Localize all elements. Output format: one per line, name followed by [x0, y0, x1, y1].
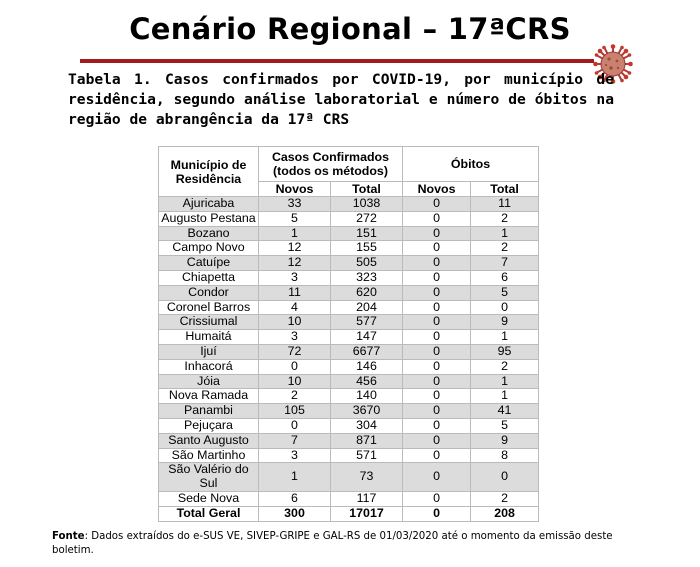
table-row [159, 211, 539, 226]
table-row [159, 491, 539, 506]
header-casos-novos: Novos [258, 182, 330, 197]
table-row [159, 418, 539, 433]
cell-obitos-total: 1 [471, 226, 539, 241]
table-row [159, 241, 539, 256]
table-row [159, 448, 539, 463]
cell-casos-novos: 7 [258, 433, 330, 448]
table-row [159, 197, 539, 212]
cell-municipio: Chiapetta [159, 270, 259, 285]
cell-obitos-total: 41 [471, 404, 539, 419]
cell-casos-novos: 6 [258, 491, 330, 506]
cell-obitos-total: 9 [471, 433, 539, 448]
cell-casos-novos: 72 [258, 344, 330, 359]
table-row [159, 256, 539, 271]
footnote-text: : Dados extraídos do e-SUS VE, SIVEP-GRIPE e GAL-RS de 01/03/2020 até o momento da emissão deste boletim. [52, 531, 613, 556]
cell-casos-total: 505 [331, 256, 403, 271]
cell-casos-total: 6677 [331, 344, 403, 359]
cell-casos-novos: 5 [258, 211, 330, 226]
cell-municipio: Nova Ramada [159, 389, 259, 404]
cell-casos-total: 620 [331, 285, 403, 300]
cell-casos-total: 155 [331, 241, 403, 256]
table-row [159, 344, 539, 359]
cell-municipio: Pejuçara [159, 418, 259, 433]
cell-casos-total: 304 [331, 418, 403, 433]
cell-total-casos-total: 17017 [331, 506, 403, 521]
cell-casos-total: 3670 [331, 404, 403, 419]
cell-obitos-novos: 0 [402, 463, 470, 492]
title-underline [80, 59, 594, 63]
cell-obitos-novos: 0 [402, 418, 470, 433]
cell-municipio: Sede Nova [159, 491, 259, 506]
cell-municipio: Catuípe [159, 256, 259, 271]
cell-casos-novos: 11 [258, 285, 330, 300]
page-title: Cenário Regional – 17ªCRS [129, 12, 571, 46]
cell-casos-novos: 4 [258, 300, 330, 315]
cell-casos-novos: 10 [258, 374, 330, 389]
cell-casos-novos: 1 [258, 226, 330, 241]
cell-obitos-novos: 0 [402, 285, 470, 300]
cell-casos-novos: 2 [258, 389, 330, 404]
cell-total-casos-novos: 300 [258, 506, 330, 521]
cell-obitos-total: 1 [471, 330, 539, 345]
cell-obitos-novos: 0 [402, 256, 470, 271]
footnote-label: Fonte [52, 531, 85, 542]
cell-obitos-total: 2 [471, 211, 539, 226]
cell-casos-novos: 3 [258, 448, 330, 463]
header-casos-confirmados: Casos Confirmados (todos os métodos) [258, 147, 402, 182]
cell-municipio: Campo Novo [159, 241, 259, 256]
cell-casos-novos: 1 [258, 463, 330, 492]
table-row [159, 330, 539, 345]
cell-municipio: Augusto Pestana [159, 211, 259, 226]
table-caption: Tabela 1. Casos confirmados por COVID-19, por município de residência, segundo análise laboratorial e número de óbitos na região de abrangência da 17ª CRS [68, 71, 614, 128]
cell-casos-total: 204 [331, 300, 403, 315]
cell-casos-novos: 10 [258, 315, 330, 330]
cell-obitos-novos: 0 [402, 404, 470, 419]
cell-casos-total: 571 [331, 448, 403, 463]
cell-obitos-total: 2 [471, 241, 539, 256]
cell-obitos-novos: 0 [402, 226, 470, 241]
cell-municipio: Panambi [159, 404, 259, 419]
cell-casos-total: 456 [331, 374, 403, 389]
cell-obitos-novos: 0 [402, 433, 470, 448]
cell-casos-total: 151 [331, 226, 403, 241]
cell-casos-total: 117 [331, 491, 403, 506]
header-obitos-total: Total [471, 182, 539, 197]
cell-municipio: Humaitá [159, 330, 259, 345]
cell-municipio: Condor [159, 285, 259, 300]
cell-obitos-total: 5 [471, 285, 539, 300]
cell-municipio: Inhacorá [159, 359, 259, 374]
cell-casos-novos: 105 [258, 404, 330, 419]
covid-cases-table [158, 146, 539, 522]
cell-obitos-total: 1 [471, 389, 539, 404]
source-footnote [52, 530, 652, 558]
cell-obitos-novos: 0 [402, 344, 470, 359]
table-row [159, 270, 539, 285]
cell-casos-total: 140 [331, 389, 403, 404]
cell-obitos-novos: 0 [402, 241, 470, 256]
cell-obitos-total: 0 [471, 463, 539, 492]
cell-casos-total: 323 [331, 270, 403, 285]
cell-obitos-total: 2 [471, 491, 539, 506]
cell-casos-total: 577 [331, 315, 403, 330]
cell-municipio: Ijuí [159, 344, 259, 359]
cell-obitos-total: 5 [471, 418, 539, 433]
cell-obitos-novos: 0 [402, 315, 470, 330]
cell-casos-novos: 33 [258, 197, 330, 212]
cell-obitos-total: 11 [471, 197, 539, 212]
header-municipio: Município de Residência [159, 147, 259, 197]
header-obitos-novos: Novos [402, 182, 470, 197]
cell-casos-novos: 12 [258, 241, 330, 256]
table-row [159, 285, 539, 300]
cell-casos-novos: 3 [258, 270, 330, 285]
table-row [159, 226, 539, 241]
cell-casos-total: 146 [331, 359, 403, 374]
cell-casos-novos: 0 [258, 359, 330, 374]
table-row [159, 404, 539, 419]
table-row [159, 359, 539, 374]
cell-municipio: Bozano [159, 226, 259, 241]
header-casos-total: Total [331, 182, 403, 197]
cell-obitos-novos: 0 [402, 211, 470, 226]
table-row [159, 315, 539, 330]
header-obitos: Óbitos [402, 147, 538, 182]
cell-total-obitos-total: 208 [471, 506, 539, 521]
cell-casos-novos: 3 [258, 330, 330, 345]
cell-municipio: Coronel Barros [159, 300, 259, 315]
cell-obitos-total: 2 [471, 359, 539, 374]
cell-obitos-total: 7 [471, 256, 539, 271]
cell-casos-total: 147 [331, 330, 403, 345]
cell-obitos-total: 1 [471, 374, 539, 389]
cell-municipio: Jóia [159, 374, 259, 389]
cell-obitos-total: 95 [471, 344, 539, 359]
cell-obitos-novos: 0 [402, 389, 470, 404]
cell-municipio: Ajuricaba [159, 197, 259, 212]
cell-obitos-total: 8 [471, 448, 539, 463]
cell-obitos-novos: 0 [402, 197, 470, 212]
cell-obitos-total: 0 [471, 300, 539, 315]
cell-municipio: Crissiumal [159, 315, 259, 330]
cell-casos-novos: 0 [258, 418, 330, 433]
cell-obitos-novos: 0 [402, 330, 470, 345]
table-row [159, 300, 539, 315]
table-row [159, 433, 539, 448]
cell-casos-total: 871 [331, 433, 403, 448]
cell-casos-novos: 12 [258, 256, 330, 271]
cell-total-label: Total Geral [159, 506, 259, 521]
cell-obitos-novos: 0 [402, 300, 470, 315]
table-total-row [159, 506, 539, 521]
cell-obitos-novos: 0 [402, 374, 470, 389]
table-row [159, 374, 539, 389]
table-row [159, 389, 539, 404]
cell-municipio: Santo Augusto [159, 433, 259, 448]
cell-total-obitos-novos: 0 [402, 506, 470, 521]
cell-obitos-total: 9 [471, 315, 539, 330]
cell-casos-total: 272 [331, 211, 403, 226]
cell-obitos-novos: 0 [402, 448, 470, 463]
cell-casos-total: 1038 [331, 197, 403, 212]
cell-casos-total: 73 [331, 463, 403, 492]
cell-obitos-novos: 0 [402, 359, 470, 374]
cell-municipio: São Valério do Sul [159, 463, 259, 492]
cell-obitos-novos: 0 [402, 270, 470, 285]
cell-obitos-novos: 0 [402, 491, 470, 506]
cell-municipio: São Martinho [159, 448, 259, 463]
table-row [159, 463, 539, 492]
cell-obitos-total: 6 [471, 270, 539, 285]
